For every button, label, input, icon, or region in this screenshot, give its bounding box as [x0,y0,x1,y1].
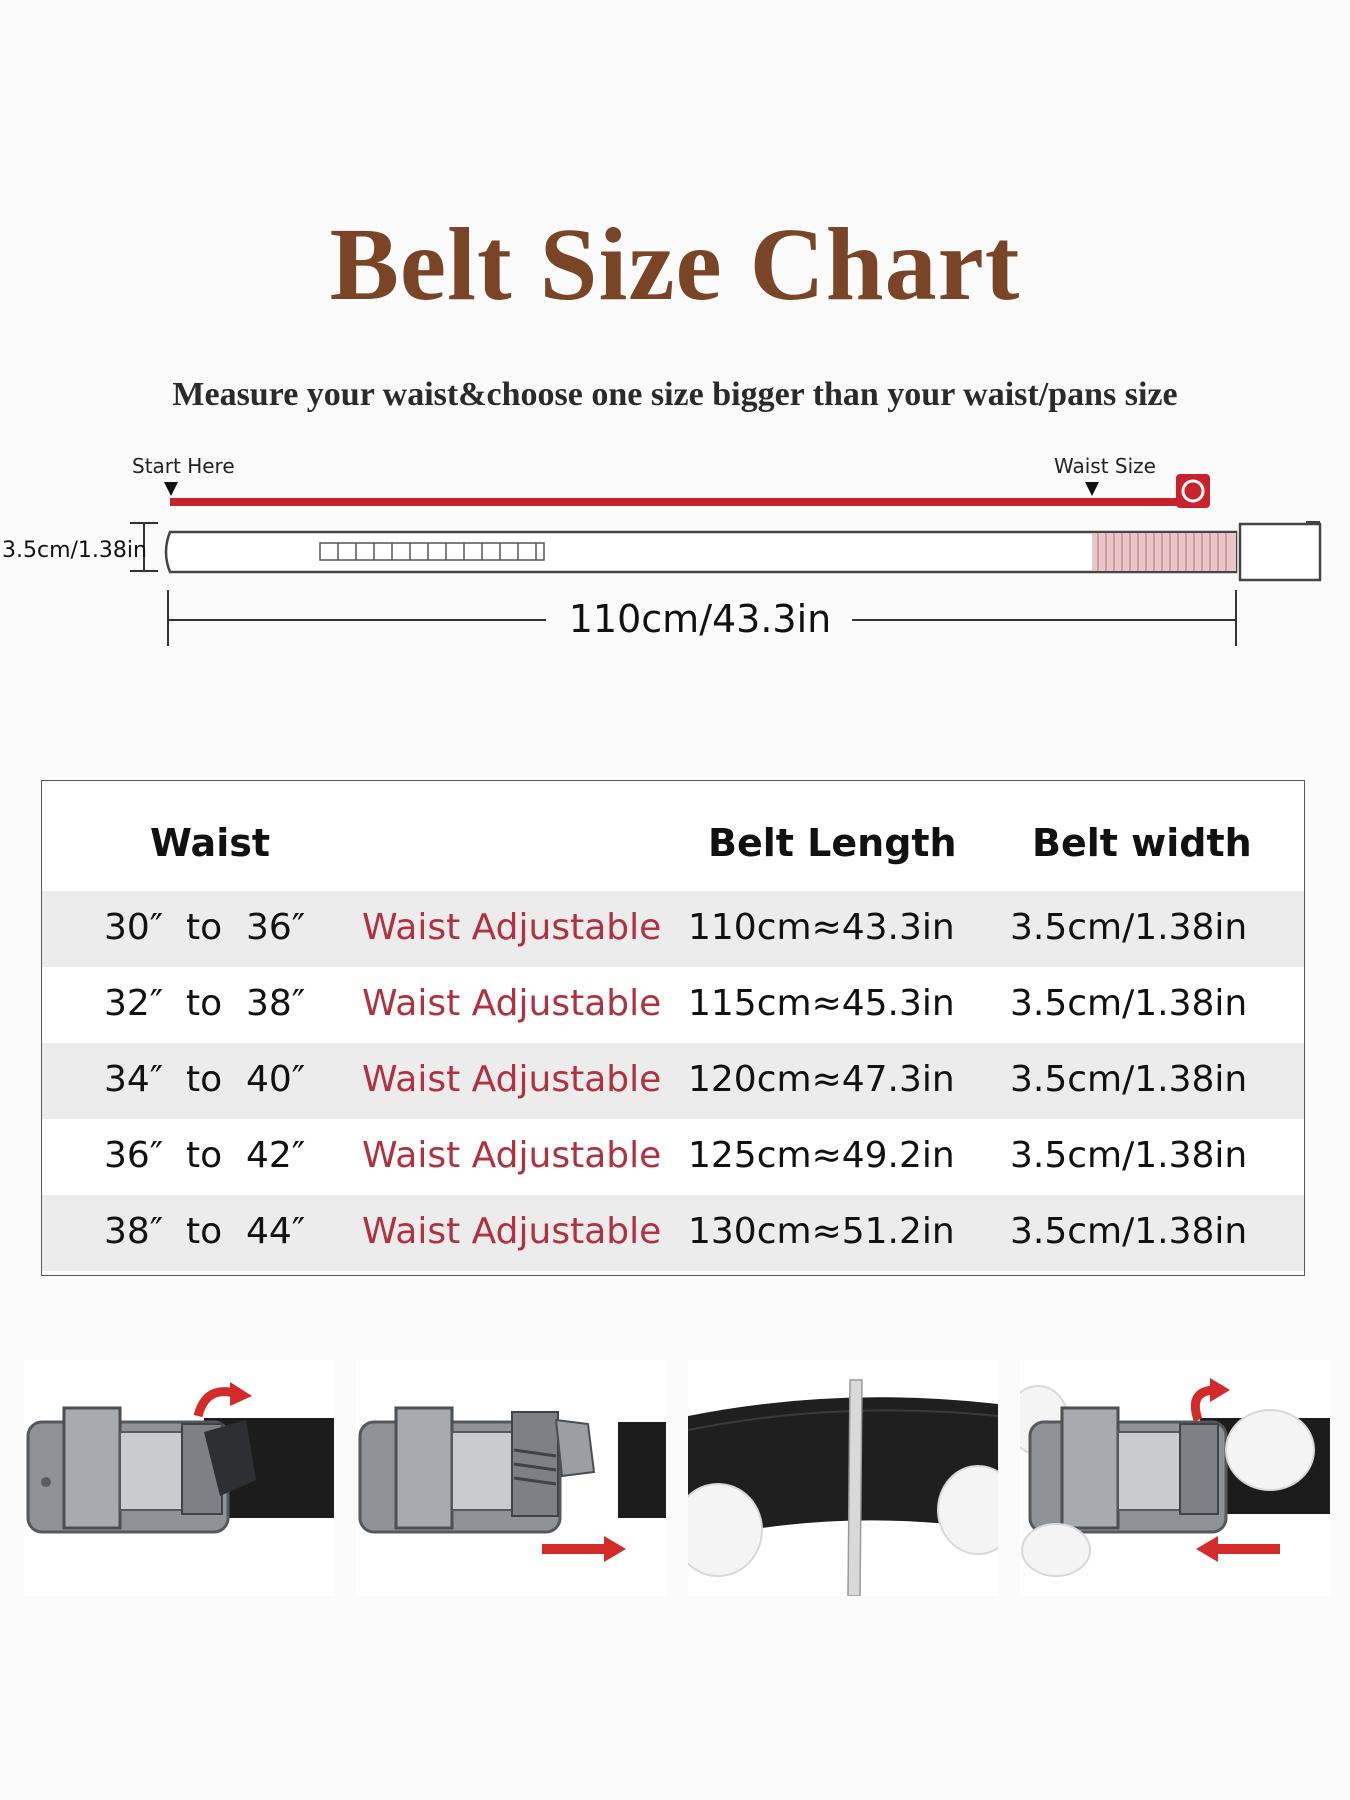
belt-length-value: 130cm≈51.2in [688,1211,955,1252]
waist-sep: to [186,983,223,1024]
belt-width-label: 3.5cm/1.38in [2,538,147,563]
instruction-photos [24,1360,1334,1600]
waist-adjustable-note: Waist Adjustable [362,907,662,948]
waist-size-label: Waist Size [1054,454,1156,478]
table-row [42,891,1304,967]
buckle-end [1240,524,1320,580]
waist-to: 44″ [246,1211,306,1252]
measuring-tape [170,498,1182,506]
header-waist: Waist [150,821,271,865]
table-row [42,1195,1304,1271]
page-subtitle: Measure your waist&choose one size bigger than your waist/pans size [172,376,1178,413]
waist-to: 40″ [246,1059,306,1100]
belt-length-value: 110cm≈43.3in [688,907,955,948]
belt-length-value: 125cm≈49.2in [688,1135,955,1176]
waist-from: 36″ [104,1135,164,1176]
waist-sep: to [186,1059,223,1100]
right-arrow-icon [542,1544,606,1554]
waist-marker-icon [1085,482,1099,496]
strap-cut-scissors-photo [688,1360,998,1596]
waist-sep: to [186,907,223,948]
belt-width-value: 3.5cm/1.38in [1010,1135,1248,1176]
table-row [42,1043,1304,1119]
waist-from: 32″ [104,983,164,1024]
belt-width-value: 3.5cm/1.38in [1010,907,1248,948]
belt-width-value: 3.5cm/1.38in [1010,1211,1248,1252]
page-title: Belt Size Chart [329,207,1021,322]
left-arrow-icon [1216,1544,1280,1554]
waist-adjustable-note: Waist Adjustable [362,1211,662,1252]
belt-length-label: 110cm/43.3in [568,597,832,641]
waist-adjustable-note: Waist Adjustable [362,1135,662,1176]
size-table [41,780,1305,1276]
waist-from: 34″ [104,1059,164,1100]
waist-sep: to [186,1211,223,1252]
belt-diagram [0,440,1350,660]
belt-width-value: 3.5cm/1.38in [1010,1059,1248,1100]
waist-from: 38″ [104,1211,164,1252]
waist-to: 38″ [246,983,306,1024]
waist-adjustable-note: Waist Adjustable [362,1059,662,1100]
buckle-remove-strap-photo [356,1360,666,1596]
tape-case-icon [1176,474,1210,508]
table-header [42,781,1304,891]
start-here-label: Start Here [132,454,235,478]
waist-adjustable-note: Waist Adjustable [362,983,662,1024]
belt-length-value: 120cm≈47.3in [688,1059,955,1100]
waist-to: 36″ [246,907,306,948]
waist-sep: to [186,1135,223,1176]
table-row [42,967,1304,1043]
belt-width-value: 3.5cm/1.38in [1010,983,1248,1024]
buckle-insert-strap-photo [1020,1360,1330,1596]
start-marker-icon [164,482,178,496]
table-row [42,1119,1304,1195]
waist-to: 42″ [246,1135,306,1176]
buckle-open-lever-photo [24,1360,334,1596]
header-belt-length: Belt Length [708,821,957,865]
belt-strap [166,532,1236,572]
scissors-icon [848,1380,862,1596]
header-belt-width: Belt width [1032,821,1252,865]
waist-from: 30″ [104,907,164,948]
belt-length-value: 115cm≈45.3in [688,983,955,1024]
